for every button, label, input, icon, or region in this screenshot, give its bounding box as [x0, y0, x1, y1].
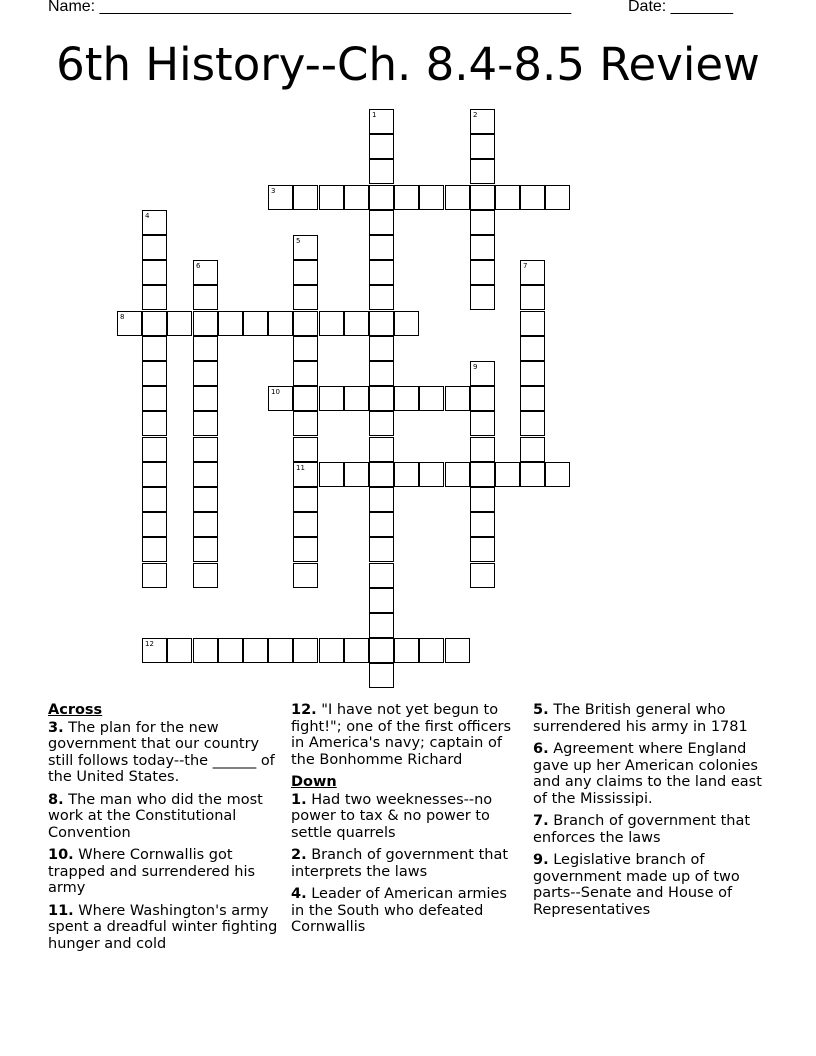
- grid-cell[interactable]: [293, 437, 318, 462]
- grid-cell[interactable]: [142, 487, 167, 512]
- clue-text: Where Washington's army spent a dreadful winter fighting hunger and cold: [48, 902, 278, 952]
- grid-cell[interactable]: [344, 462, 369, 487]
- grid-cell[interactable]: [520, 361, 545, 386]
- grid-cell[interactable]: [319, 185, 344, 210]
- grid-cell[interactable]: [470, 386, 495, 411]
- grid-cell[interactable]: [243, 311, 268, 336]
- grid-cell[interactable]: [470, 563, 495, 588]
- grid-cell[interactable]: [293, 386, 318, 411]
- grid-cell[interactable]: [445, 386, 470, 411]
- grid-cell[interactable]: [193, 638, 218, 663]
- grid-cell[interactable]: [419, 462, 444, 487]
- clue-text: Leader of American armies in the South who defeated Cornwallis: [291, 886, 507, 935]
- grid-cell[interactable]: [293, 487, 318, 512]
- down-clue-4: [291, 886, 517, 936]
- across-clue-10: [48, 847, 284, 897]
- grid-cell[interactable]: [369, 512, 394, 537]
- grid-cell[interactable]: [142, 462, 167, 487]
- grid-cell[interactable]: [369, 411, 394, 436]
- grid-cell[interactable]: [344, 185, 369, 210]
- grid-cell[interactable]: [293, 563, 318, 588]
- grid-cell[interactable]: [293, 512, 318, 537]
- grid-cell[interactable]: [445, 462, 470, 487]
- clue-text: The man who did the most work at the Constitutional Convention: [48, 791, 263, 841]
- clue-text: The British general who surrendered his army in 1781: [533, 702, 748, 735]
- cell-number: 11: [296, 464, 305, 472]
- grid-cell[interactable]: [369, 185, 394, 210]
- grid-cell[interactable]: [369, 563, 394, 588]
- grid-cell[interactable]: [142, 638, 167, 663]
- grid-cell[interactable]: [470, 411, 495, 436]
- across-clue-11: [48, 903, 284, 953]
- clue-number: 2.: [291, 847, 307, 863]
- across-clue-3: [48, 720, 284, 786]
- across-clue-12: [291, 702, 517, 768]
- cell-number: 12: [145, 640, 154, 648]
- grid-cell[interactable]: [218, 638, 243, 663]
- grid-cell[interactable]: [419, 185, 444, 210]
- grid-cell[interactable]: [243, 638, 268, 663]
- grid-cell[interactable]: [293, 235, 318, 260]
- grid-cell[interactable]: [344, 638, 369, 663]
- grid-cell[interactable]: [319, 638, 344, 663]
- grid-cell[interactable]: [369, 588, 394, 613]
- grid-cell[interactable]: [142, 235, 167, 260]
- clue-number: 4.: [291, 886, 307, 902]
- grid-cell[interactable]: [369, 663, 394, 688]
- grid-cell[interactable]: [419, 386, 444, 411]
- clue-number: 5.: [533, 702, 549, 718]
- grid-cell[interactable]: [193, 512, 218, 537]
- grid-cell[interactable]: [369, 134, 394, 159]
- grid-cell[interactable]: [193, 336, 218, 361]
- grid-cell[interactable]: [520, 462, 545, 487]
- grid-cell[interactable]: [167, 638, 192, 663]
- clue-number: 11.: [48, 902, 74, 919]
- grid-cell[interactable]: [268, 311, 293, 336]
- down-clue-7: [533, 813, 773, 846]
- grid-cell[interactable]: [142, 336, 167, 361]
- grid-cell[interactable]: [470, 285, 495, 310]
- grid-cell[interactable]: [293, 260, 318, 285]
- grid-cell[interactable]: [193, 563, 218, 588]
- grid-cell[interactable]: [369, 537, 394, 562]
- cell-number: 3: [271, 187, 276, 195]
- across-clue-8: [48, 792, 284, 842]
- grid-cell[interactable]: [142, 285, 167, 310]
- grid-cell[interactable]: [520, 437, 545, 462]
- grid-cell[interactable]: [319, 311, 344, 336]
- page-title: 6th History--Ch. 8.4-8.5 Review: [56, 38, 760, 91]
- clue-text: Branch of government that enforces the laws: [533, 813, 751, 846]
- grid-cell[interactable]: [218, 311, 243, 336]
- grid-cell[interactable]: [495, 462, 520, 487]
- grid-cell[interactable]: [369, 235, 394, 260]
- down-heading: Down: [291, 774, 337, 790]
- clue-number: 6.: [533, 741, 549, 757]
- grid-cell[interactable]: [545, 462, 570, 487]
- grid-cell[interactable]: [142, 411, 167, 436]
- grid-cell[interactable]: [142, 537, 167, 562]
- grid-cell[interactable]: [520, 260, 545, 285]
- grid-cell[interactable]: [142, 311, 167, 336]
- grid-cell[interactable]: [369, 336, 394, 361]
- grid-cell[interactable]: [142, 260, 167, 285]
- grid-cell[interactable]: [520, 285, 545, 310]
- grid-cell[interactable]: [193, 537, 218, 562]
- grid-cell[interactable]: [394, 386, 419, 411]
- grid-cell[interactable]: [470, 159, 495, 184]
- grid-cell[interactable]: [344, 386, 369, 411]
- grid-cell[interactable]: [369, 260, 394, 285]
- cell-number: 2: [473, 111, 478, 119]
- clue-number: 10.: [48, 847, 74, 863]
- grid-cell[interactable]: [369, 285, 394, 310]
- clue-text: Agreement where England gave up her American colonies and any claims to the land east of the Mississipi.: [533, 741, 762, 807]
- grid-cell[interactable]: [142, 210, 167, 235]
- down-clue-6: [533, 741, 773, 807]
- grid-cell[interactable]: [293, 462, 318, 487]
- grid-cell[interactable]: [369, 311, 394, 336]
- grid-cell[interactable]: [319, 386, 344, 411]
- grid-cell[interactable]: [193, 361, 218, 386]
- grid-cell[interactable]: [293, 185, 318, 210]
- grid-cell[interactable]: [470, 210, 495, 235]
- grid-cell[interactable]: [470, 260, 495, 285]
- grid-cell[interactable]: [470, 487, 495, 512]
- clue-number: 1.: [291, 791, 307, 808]
- date-label: Date:: [628, 0, 667, 15]
- grid-cell[interactable]: [394, 185, 419, 210]
- grid-cell[interactable]: [520, 411, 545, 436]
- grid-cell[interactable]: [193, 411, 218, 436]
- clue-number: 7.: [533, 813, 549, 829]
- grid-cell[interactable]: [520, 185, 545, 210]
- cell-number: 8: [120, 313, 125, 321]
- clue-text: The plan for the new government that our country still follows today--the ______ of the United States.: [48, 719, 275, 785]
- grid-cell[interactable]: [293, 285, 318, 310]
- grid-cell[interactable]: [293, 638, 318, 663]
- down-clue-5: [533, 702, 773, 735]
- grid-cell[interactable]: [369, 386, 394, 411]
- clue-number: 12.: [291, 702, 317, 718]
- grid-cell[interactable]: [369, 361, 394, 386]
- grid-cell[interactable]: [344, 311, 369, 336]
- cell-number: 5: [296, 237, 301, 245]
- down-clue-9: [533, 852, 773, 918]
- across-heading: Across: [48, 702, 103, 718]
- grid-cell[interactable]: [520, 311, 545, 336]
- grid-cell[interactable]: [520, 386, 545, 411]
- cell-number: 7: [523, 262, 528, 270]
- down-clue-2: [291, 847, 517, 880]
- clues-column-2: [291, 702, 517, 942]
- grid-cell[interactable]: [193, 260, 218, 285]
- grid-cell[interactable]: [369, 437, 394, 462]
- grid-cell[interactable]: [319, 462, 344, 487]
- grid-cell[interactable]: [470, 437, 495, 462]
- clue-text: "I have not yet begun to fight!"; one of the first officers in America's navy; captain of the Bonhomme Richard: [291, 702, 512, 768]
- grid-cell[interactable]: [142, 512, 167, 537]
- grid-cell[interactable]: [293, 537, 318, 562]
- clue-text: Had two weeknesses--no power to tax & no power to settle quarrels: [291, 791, 493, 841]
- grid-cell[interactable]: [193, 437, 218, 462]
- cell-number: 10: [271, 388, 280, 396]
- grid-cell[interactable]: [193, 487, 218, 512]
- clue-number: 9.: [533, 852, 549, 868]
- grid-cell[interactable]: [293, 361, 318, 386]
- grid-cell[interactable]: [394, 638, 419, 663]
- grid-cell[interactable]: [167, 311, 192, 336]
- grid-cell[interactable]: [470, 462, 495, 487]
- clue-text: Branch of government that interprets the laws: [291, 847, 509, 880]
- grid-cell[interactable]: [369, 159, 394, 184]
- clue-text: Where Cornwallis got trapped and surrendered his army: [48, 847, 256, 896]
- grid-cell[interactable]: [369, 613, 394, 638]
- grid-cell[interactable]: [117, 311, 142, 336]
- grid-cell[interactable]: [369, 487, 394, 512]
- grid-cell[interactable]: [293, 311, 318, 336]
- clue-number: 3.: [48, 719, 64, 736]
- grid-cell[interactable]: [520, 336, 545, 361]
- grid-cell[interactable]: [470, 512, 495, 537]
- cell-number: 9: [473, 363, 478, 371]
- grid-cell[interactable]: [545, 185, 570, 210]
- grid-cell[interactable]: [142, 563, 167, 588]
- grid-cell[interactable]: [495, 185, 520, 210]
- grid-cell[interactable]: [193, 386, 218, 411]
- clues-column-1: [48, 702, 284, 958]
- grid-cell[interactable]: [445, 638, 470, 663]
- grid-cell[interactable]: [142, 386, 167, 411]
- grid-cell[interactable]: [419, 638, 444, 663]
- grid-cell[interactable]: [470, 109, 495, 134]
- grid-cell[interactable]: [470, 235, 495, 260]
- grid-cell[interactable]: [293, 336, 318, 361]
- grid-cell[interactable]: [142, 437, 167, 462]
- grid-cell[interactable]: [193, 311, 218, 336]
- down-clue-1: [291, 792, 517, 842]
- grid-cell[interactable]: [470, 361, 495, 386]
- grid-cell[interactable]: [268, 638, 293, 663]
- grid-cell[interactable]: [394, 311, 419, 336]
- name-label: Name:: [48, 0, 96, 15]
- grid-cell[interactable]: [369, 210, 394, 235]
- grid-cell[interactable]: [369, 462, 394, 487]
- grid-cell[interactable]: [470, 134, 495, 159]
- grid-cell[interactable]: [470, 185, 495, 210]
- grid-cell[interactable]: [193, 462, 218, 487]
- grid-cell[interactable]: [394, 462, 419, 487]
- grid-cell[interactable]: [293, 411, 318, 436]
- grid-cell[interactable]: [268, 185, 293, 210]
- date-field[interactable]: _______: [670, 0, 733, 15]
- name-field[interactable]: _____________________________________________________: [99, 0, 572, 15]
- cell-number: 1: [372, 111, 377, 119]
- grid-cell[interactable]: [470, 537, 495, 562]
- grid-cell[interactable]: [142, 361, 167, 386]
- grid-cell[interactable]: [268, 386, 293, 411]
- grid-cell[interactable]: [369, 638, 394, 663]
- clues-column-3: [533, 702, 773, 924]
- grid-cell[interactable]: [369, 109, 394, 134]
- cell-number: 6: [196, 262, 201, 270]
- cell-number: 4: [145, 212, 150, 220]
- grid-cell[interactable]: [445, 185, 470, 210]
- clue-number: 8.: [48, 791, 64, 808]
- clue-text: Legislative branch of government made up of two parts--Senate and House of Representatives: [533, 852, 740, 918]
- grid-cell[interactable]: [193, 285, 218, 310]
